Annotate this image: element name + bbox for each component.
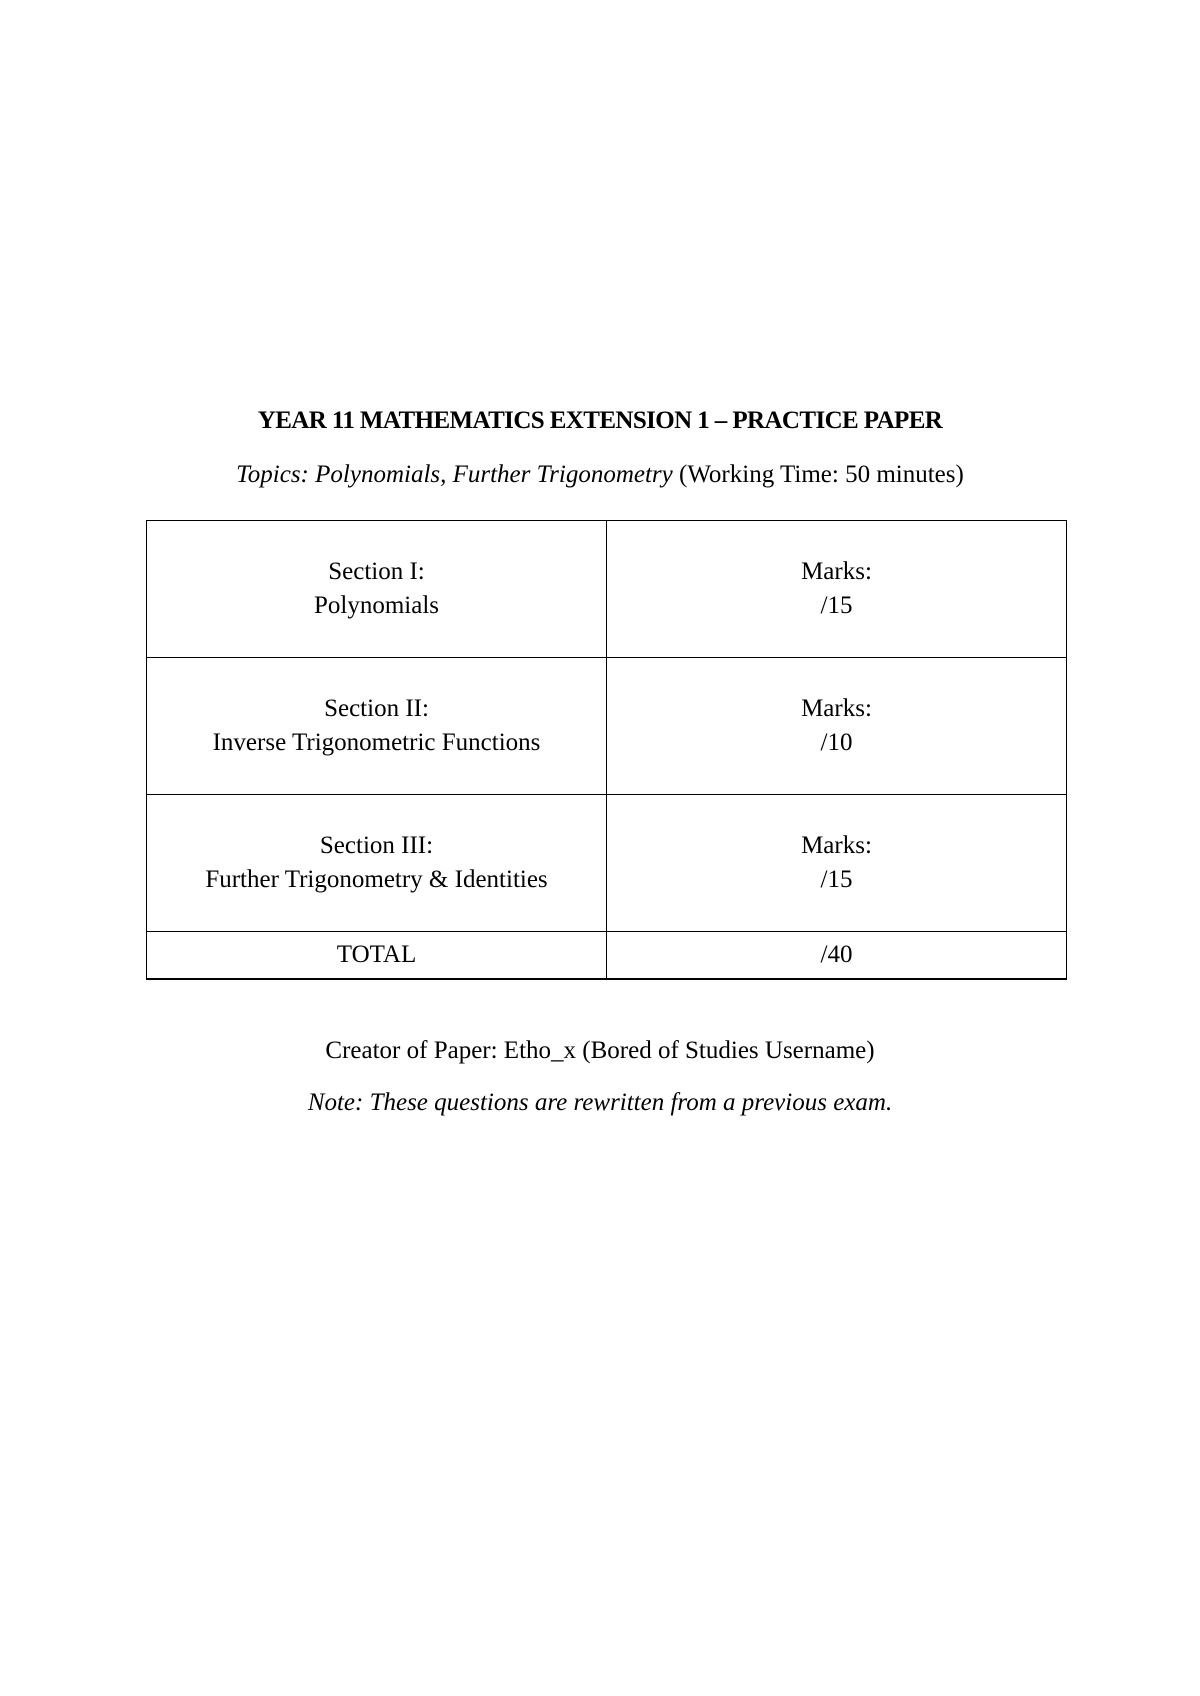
section-name: Inverse Trigonometric Functions xyxy=(212,729,541,756)
section-cell xyxy=(147,521,607,658)
section-cell xyxy=(147,795,607,932)
table-row xyxy=(147,521,1067,658)
section-heading: Section III: xyxy=(319,832,434,859)
marks-label: Marks: xyxy=(801,832,872,859)
section-heading: Section II: xyxy=(324,695,429,722)
note-text: Note: These questions are rewritten from a previous exam. xyxy=(307,1089,893,1116)
marks-value: /10 xyxy=(820,729,853,756)
table-row xyxy=(147,795,1067,932)
paper-subtitle xyxy=(0,458,1200,492)
creator-text: Creator of Paper: Etho_x (Bored of Studies Username) xyxy=(325,1037,875,1064)
section-heading: Section I: xyxy=(328,558,425,585)
marks-table xyxy=(146,520,1067,980)
working-time-text: (Working Time: 50 minutes) xyxy=(679,461,964,488)
section-name: Further Trigonometry & Identities xyxy=(205,866,548,893)
topics-text: Topics: Polynomials, Further Trigonometry xyxy=(236,461,673,488)
marks-label: Marks: xyxy=(801,695,872,722)
marks-cell xyxy=(607,521,1067,658)
total-marks: /40 xyxy=(607,932,1067,980)
section-name: Polynomials xyxy=(313,592,439,619)
total-row xyxy=(147,932,1067,980)
paper-title: YEAR 11 MATHEMATICS EXTENSION 1 – PRACTICE PAPER xyxy=(257,407,943,434)
marks-label: Marks: xyxy=(801,558,872,585)
total-label: TOTAL xyxy=(147,932,607,980)
section-cell xyxy=(147,658,607,795)
marks-value: /15 xyxy=(820,592,853,619)
marks-value: /15 xyxy=(820,866,853,893)
marks-cell xyxy=(607,795,1067,932)
table-row xyxy=(147,658,1067,795)
marks-cell xyxy=(607,658,1067,795)
